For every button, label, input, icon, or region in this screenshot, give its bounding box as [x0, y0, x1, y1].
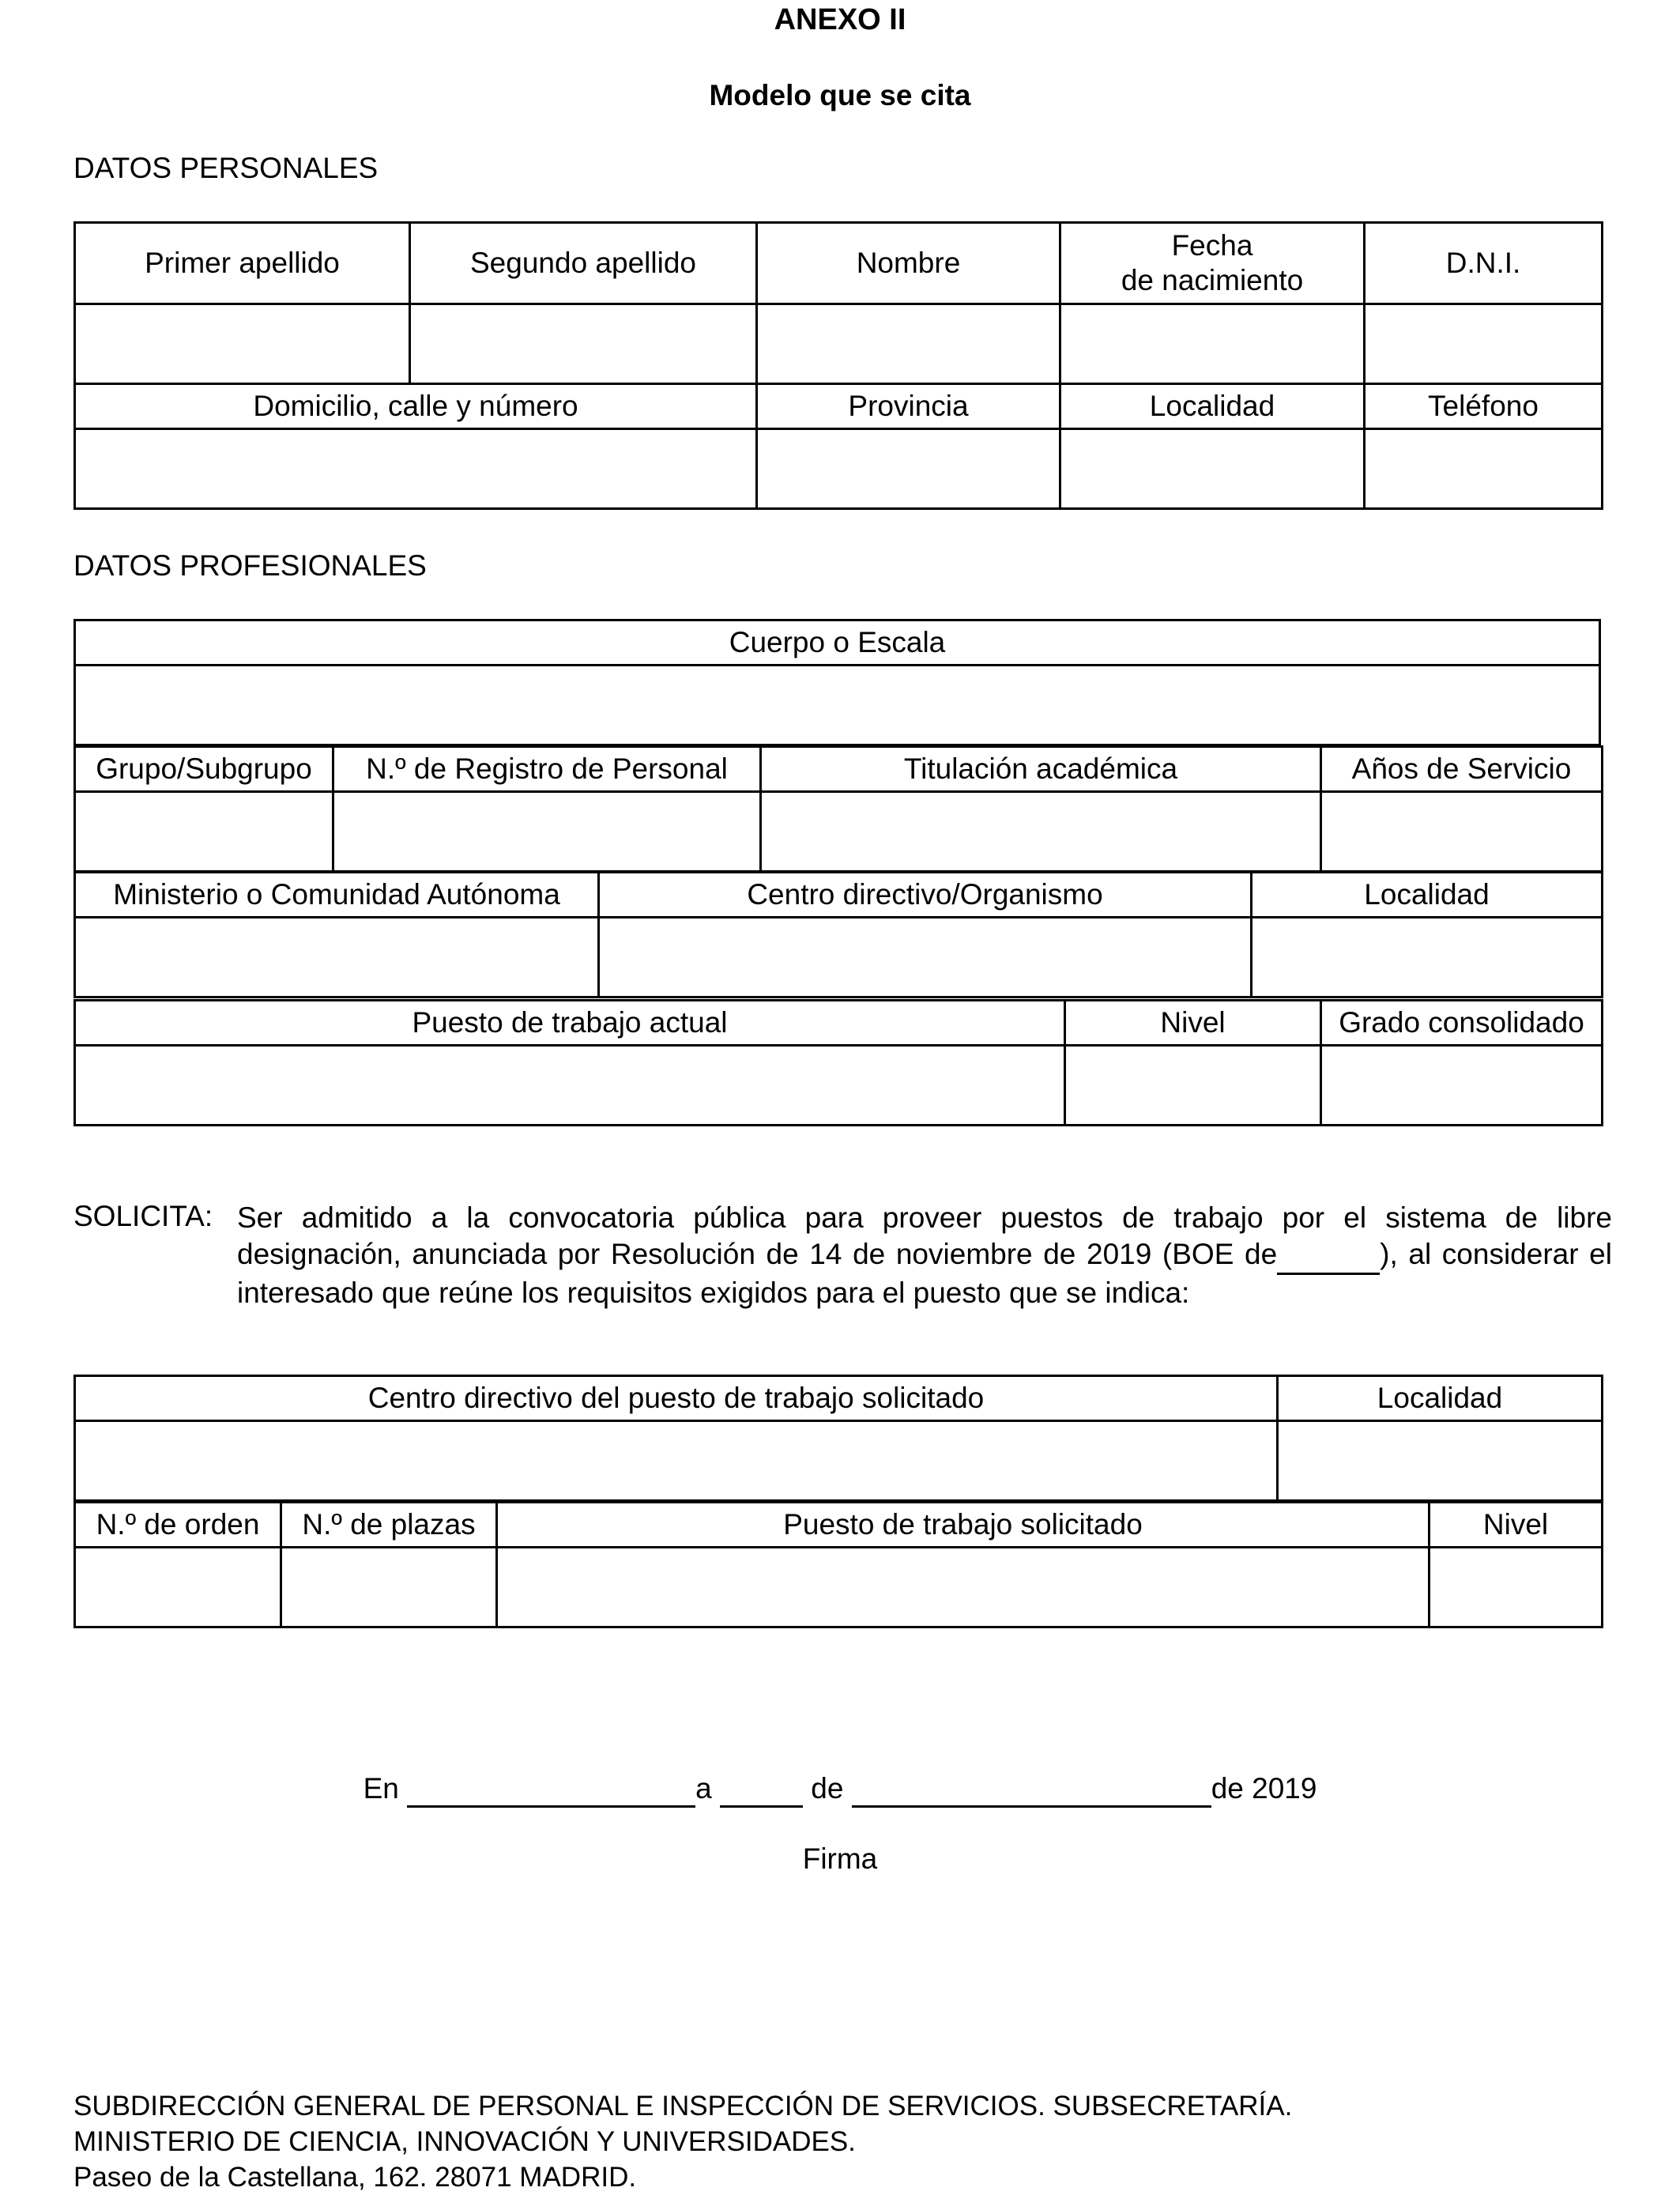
personal-data-heading: DATOS PERSONALES — [73, 152, 379, 184]
solicita-paragraph — [237, 1200, 1612, 1311]
orden-label: N.º de orden — [75, 1503, 281, 1548]
nombre-field[interactable] — [757, 304, 1060, 384]
nivel-label: Nivel — [1065, 1001, 1321, 1046]
provincia-field[interactable] — [757, 429, 1060, 509]
puesto-solicitado-label: Puesto de trabajo solicitado — [497, 1503, 1430, 1548]
registro-label: N.º de Registro de Personal — [333, 747, 761, 792]
puesto-solicitado-field[interactable] — [497, 1548, 1430, 1627]
en-label: En — [363, 1772, 399, 1805]
telefono-field[interactable] — [1365, 429, 1603, 509]
fecha-nacimiento-field[interactable] — [1060, 304, 1365, 384]
titulacion-field[interactable] — [761, 792, 1321, 872]
centro-directivo-label: Centro directivo/Organismo — [599, 873, 1252, 918]
nivel-solicitado-label: Nivel — [1430, 1503, 1603, 1548]
localidad-solicitado-label: Localidad — [1278, 1376, 1603, 1421]
fecha-label-line2: de nacimiento — [1121, 264, 1304, 296]
de-label: de — [811, 1772, 844, 1805]
telefono-label: Teléfono — [1365, 384, 1603, 429]
grado-consolidado-field[interactable] — [1321, 1046, 1603, 1126]
solicita-label: SOLICITA: — [73, 1200, 213, 1232]
segundo-apellido-field[interactable] — [410, 304, 757, 384]
orden-field[interactable] — [75, 1548, 281, 1627]
ministerio-table — [73, 871, 1603, 998]
provincia-label: Provincia — [757, 384, 1060, 429]
centro-solicitado-table — [73, 1375, 1603, 1502]
footer-line-1: SUBDIRECCIÓN GENERAL DE PERSONAL E INSPECCIÓN DE SERVICIOS. SUBSECRETARÍA. — [73, 2091, 1293, 2121]
fecha-nacimiento-label — [1060, 223, 1365, 304]
grupo-field[interactable] — [75, 792, 333, 872]
localidad-prof-field[interactable] — [1252, 918, 1603, 998]
nombre-label: Nombre — [757, 223, 1060, 304]
solicita-text-part1: Ser admitido a la convocatoria pública para proveer puestos de trabajo por el sistema de libre designación, anunciada por Resolución de 14 de noviembre de 2019 (BOE de — [237, 1201, 1612, 1270]
localidad-prof-label: Localidad — [1252, 873, 1603, 918]
registro-field[interactable] — [333, 792, 761, 872]
cuerpo-field[interactable] — [75, 666, 1600, 745]
centro-solicitado-field[interactable] — [75, 1421, 1278, 1501]
centro-directivo-field[interactable] — [599, 918, 1252, 998]
puesto-actual-field[interactable] — [75, 1046, 1065, 1126]
boe-date-blank[interactable] — [1277, 1236, 1380, 1275]
personal-data-table — [73, 221, 1603, 510]
domicilio-label: Domicilio, calle y número — [75, 384, 757, 429]
grupo-table — [73, 745, 1603, 873]
document-subtitle: Modelo que se cita — [709, 79, 971, 111]
firma-label: Firma — [802, 1842, 878, 1875]
localidad-label: Localidad — [1060, 384, 1365, 429]
dni-label: D.N.I. — [1365, 223, 1603, 304]
ministerio-label: Ministerio o Comunidad Autónoma — [75, 873, 599, 918]
plazas-label: N.º de plazas — [281, 1503, 497, 1548]
year-label: de 2019 — [1211, 1772, 1317, 1805]
domicilio-field[interactable] — [75, 429, 757, 509]
cuerpo-table — [73, 619, 1601, 746]
a-label: a — [695, 1772, 712, 1805]
ministerio-field[interactable] — [75, 918, 599, 998]
anos-servicio-field[interactable] — [1321, 792, 1603, 872]
plazas-field[interactable] — [281, 1548, 497, 1627]
centro-solicitado-label: Centro directivo del puesto de trabajo solicitado — [75, 1376, 1278, 1421]
nivel-solicitado-field[interactable] — [1430, 1548, 1603, 1627]
date-line — [0, 1772, 1680, 1808]
day-blank[interactable] — [720, 1772, 803, 1808]
place-blank[interactable] — [407, 1772, 695, 1808]
document-title: ANEXO II — [774, 3, 906, 36]
puesto-actual-table — [73, 999, 1603, 1126]
footer-line-2: MINISTERIO DE CIENCIA, INNOVACIÓN Y UNIVERSIDADES. — [73, 2126, 856, 2157]
cuerpo-label: Cuerpo o Escala — [75, 620, 1600, 666]
titulacion-label: Titulación académica — [761, 747, 1321, 792]
month-blank[interactable] — [852, 1772, 1211, 1808]
localidad-solicitado-field[interactable] — [1278, 1421, 1603, 1501]
footer-line-3: Paseo de la Castellana, 162. 28071 MADRID. — [73, 2162, 637, 2193]
anos-servicio-label: Años de Servicio — [1321, 747, 1603, 792]
puesto-actual-label: Puesto de trabajo actual — [75, 1001, 1065, 1046]
primer-apellido-field[interactable] — [75, 304, 410, 384]
primer-apellido-label: Primer apellido — [75, 223, 410, 304]
localidad-field[interactable] — [1060, 429, 1365, 509]
puesto-solicitado-table — [73, 1501, 1603, 1628]
solicita-text-part2: ), al considerar el interesado que reúne los requisitos exigidos para el puesto que se indica: — [237, 1238, 1612, 1309]
nivel-field[interactable] — [1065, 1046, 1321, 1126]
grupo-label: Grupo/Subgrupo — [75, 747, 333, 792]
professional-data-heading: DATOS PROFESIONALES — [73, 549, 427, 582]
fecha-label-line1: Fecha — [1171, 228, 1253, 262]
dni-field[interactable] — [1365, 304, 1603, 384]
grado-consolidado-label: Grado consolidado — [1321, 1001, 1603, 1046]
segundo-apellido-label: Segundo apellido — [410, 223, 757, 304]
